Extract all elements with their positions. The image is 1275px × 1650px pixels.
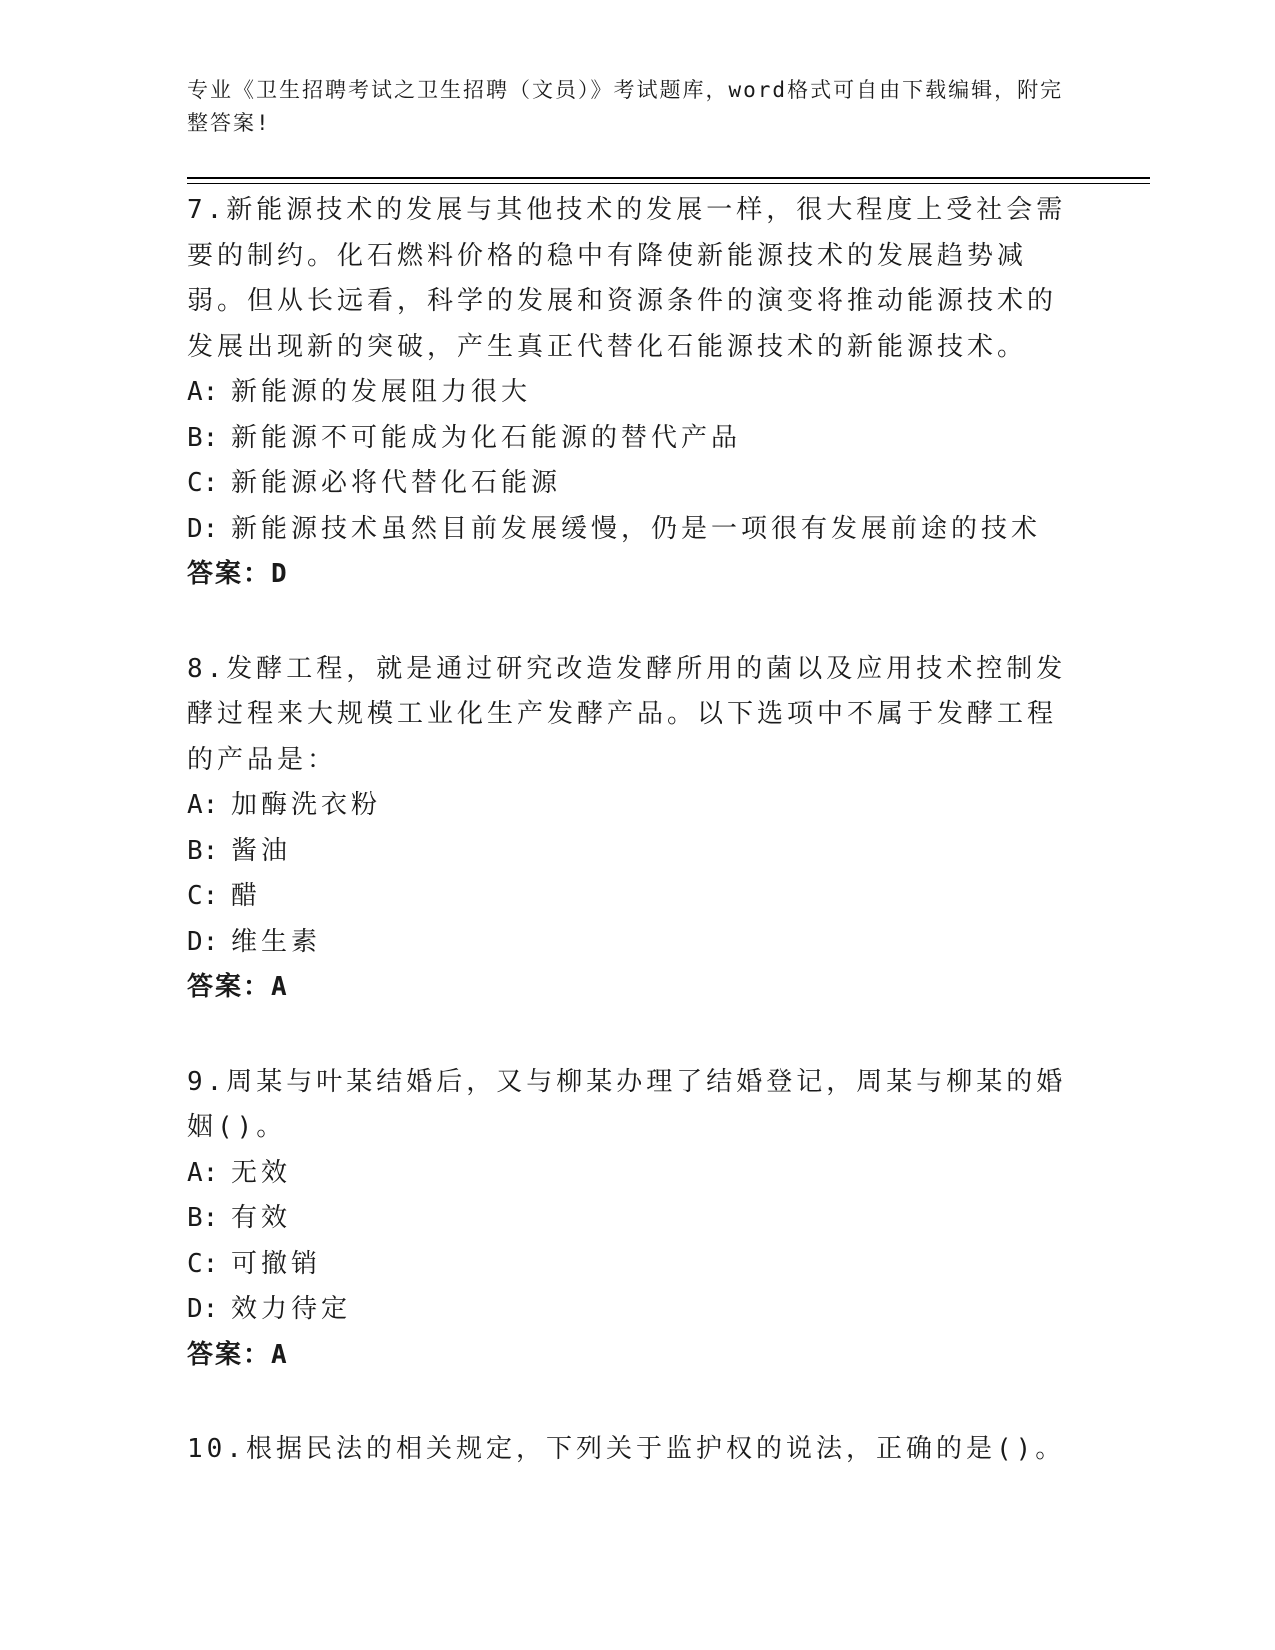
answer-value: A — [271, 972, 289, 1002]
option-c — [187, 461, 1067, 507]
answer-line — [187, 552, 1067, 598]
option-a — [187, 1151, 1067, 1197]
question-text: 9.周某与叶某结婚后，又与柳某办理了结婚登记，周某与柳某的婚姻()。 — [187, 1066, 1067, 1142]
option-b — [187, 1196, 1067, 1242]
question-list — [187, 188, 1067, 1522]
option-text: 效力待定 — [231, 1294, 352, 1324]
question-9 — [187, 1060, 1067, 1379]
answer-line — [187, 965, 1067, 1011]
option-letter: D: — [187, 513, 219, 544]
question-text: 8.发酵工程，就是通过研究改造发酵所用的菌以及应用技术控制发酵过程来大规模工业化生产发酵产品。以下选项中不属于发酵工程的产品是： — [187, 653, 1067, 775]
option-letter: A: — [187, 790, 219, 820]
answer-label: 答案： — [187, 559, 272, 589]
option-letter: B: — [187, 835, 219, 866]
option-letter: C: — [187, 881, 219, 911]
option-text: 有效 — [231, 1203, 292, 1233]
header-divider-thin — [187, 183, 1150, 184]
option-d — [187, 507, 1067, 553]
option-text: 新能源必将代替化石能源 — [231, 468, 562, 498]
question-8 — [187, 647, 1067, 1011]
option-letter: B: — [187, 422, 219, 453]
option-c — [187, 1242, 1067, 1288]
option-letter: D: — [187, 1294, 219, 1324]
answer-value: D — [271, 559, 289, 589]
option-text: 醋 — [231, 881, 262, 911]
answer-label: 答案： — [187, 972, 272, 1002]
option-letter: A: — [187, 1157, 219, 1188]
option-text: 维生素 — [231, 926, 322, 957]
option-letter: C: — [187, 468, 219, 498]
option-letter: B: — [187, 1203, 219, 1233]
option-text: 无效 — [231, 1157, 292, 1188]
answer-value: A — [271, 1339, 289, 1370]
option-d — [187, 1287, 1067, 1333]
page-header: 专业《卫生招聘考试之卫生招聘（文员）》考试题库，word格式可自由下载编辑，附完整答案! — [187, 78, 1064, 135]
option-a — [187, 370, 1067, 416]
option-text: 可撤销 — [231, 1248, 322, 1279]
option-text: 新能源不可能成为化石能源的替代产品 — [231, 422, 742, 453]
question-7 — [187, 188, 1067, 598]
option-b — [187, 829, 1067, 875]
option-letter: A: — [187, 377, 219, 407]
option-text: 酱油 — [231, 835, 292, 866]
option-letter: C: — [187, 1248, 219, 1279]
option-b — [187, 416, 1067, 462]
option-text: 新能源技术虽然目前发展缓慢，仍是一项很有发展前途的技术 — [231, 513, 1042, 544]
answer-label: 答案： — [187, 1339, 272, 1370]
header-divider-thick — [187, 177, 1150, 179]
option-text: 加酶洗衣粉 — [231, 790, 382, 820]
option-a — [187, 783, 1067, 829]
option-d — [187, 920, 1067, 966]
answer-line — [187, 1333, 1067, 1379]
question-10 — [187, 1427, 1067, 1473]
option-letter: D: — [187, 926, 219, 957]
question-text: 7.新能源技术的发展与其他技术的发展一样，很大程度上受社会需要的制约。化石燃料价格的稳中有降使新能源技术的发展趋势减弱。但从长远看，科学的发展和资源条件的演变将推动能源技术的发展出现新的突破，产生真正代替化石能源技术的新能源技术。 — [187, 195, 1067, 362]
question-text: 10.根据民法的相关规定，下列关于监护权的说法，正确的是()。 — [187, 1434, 1066, 1464]
option-c — [187, 874, 1067, 920]
option-text: 新能源的发展阻力很大 — [231, 377, 532, 407]
